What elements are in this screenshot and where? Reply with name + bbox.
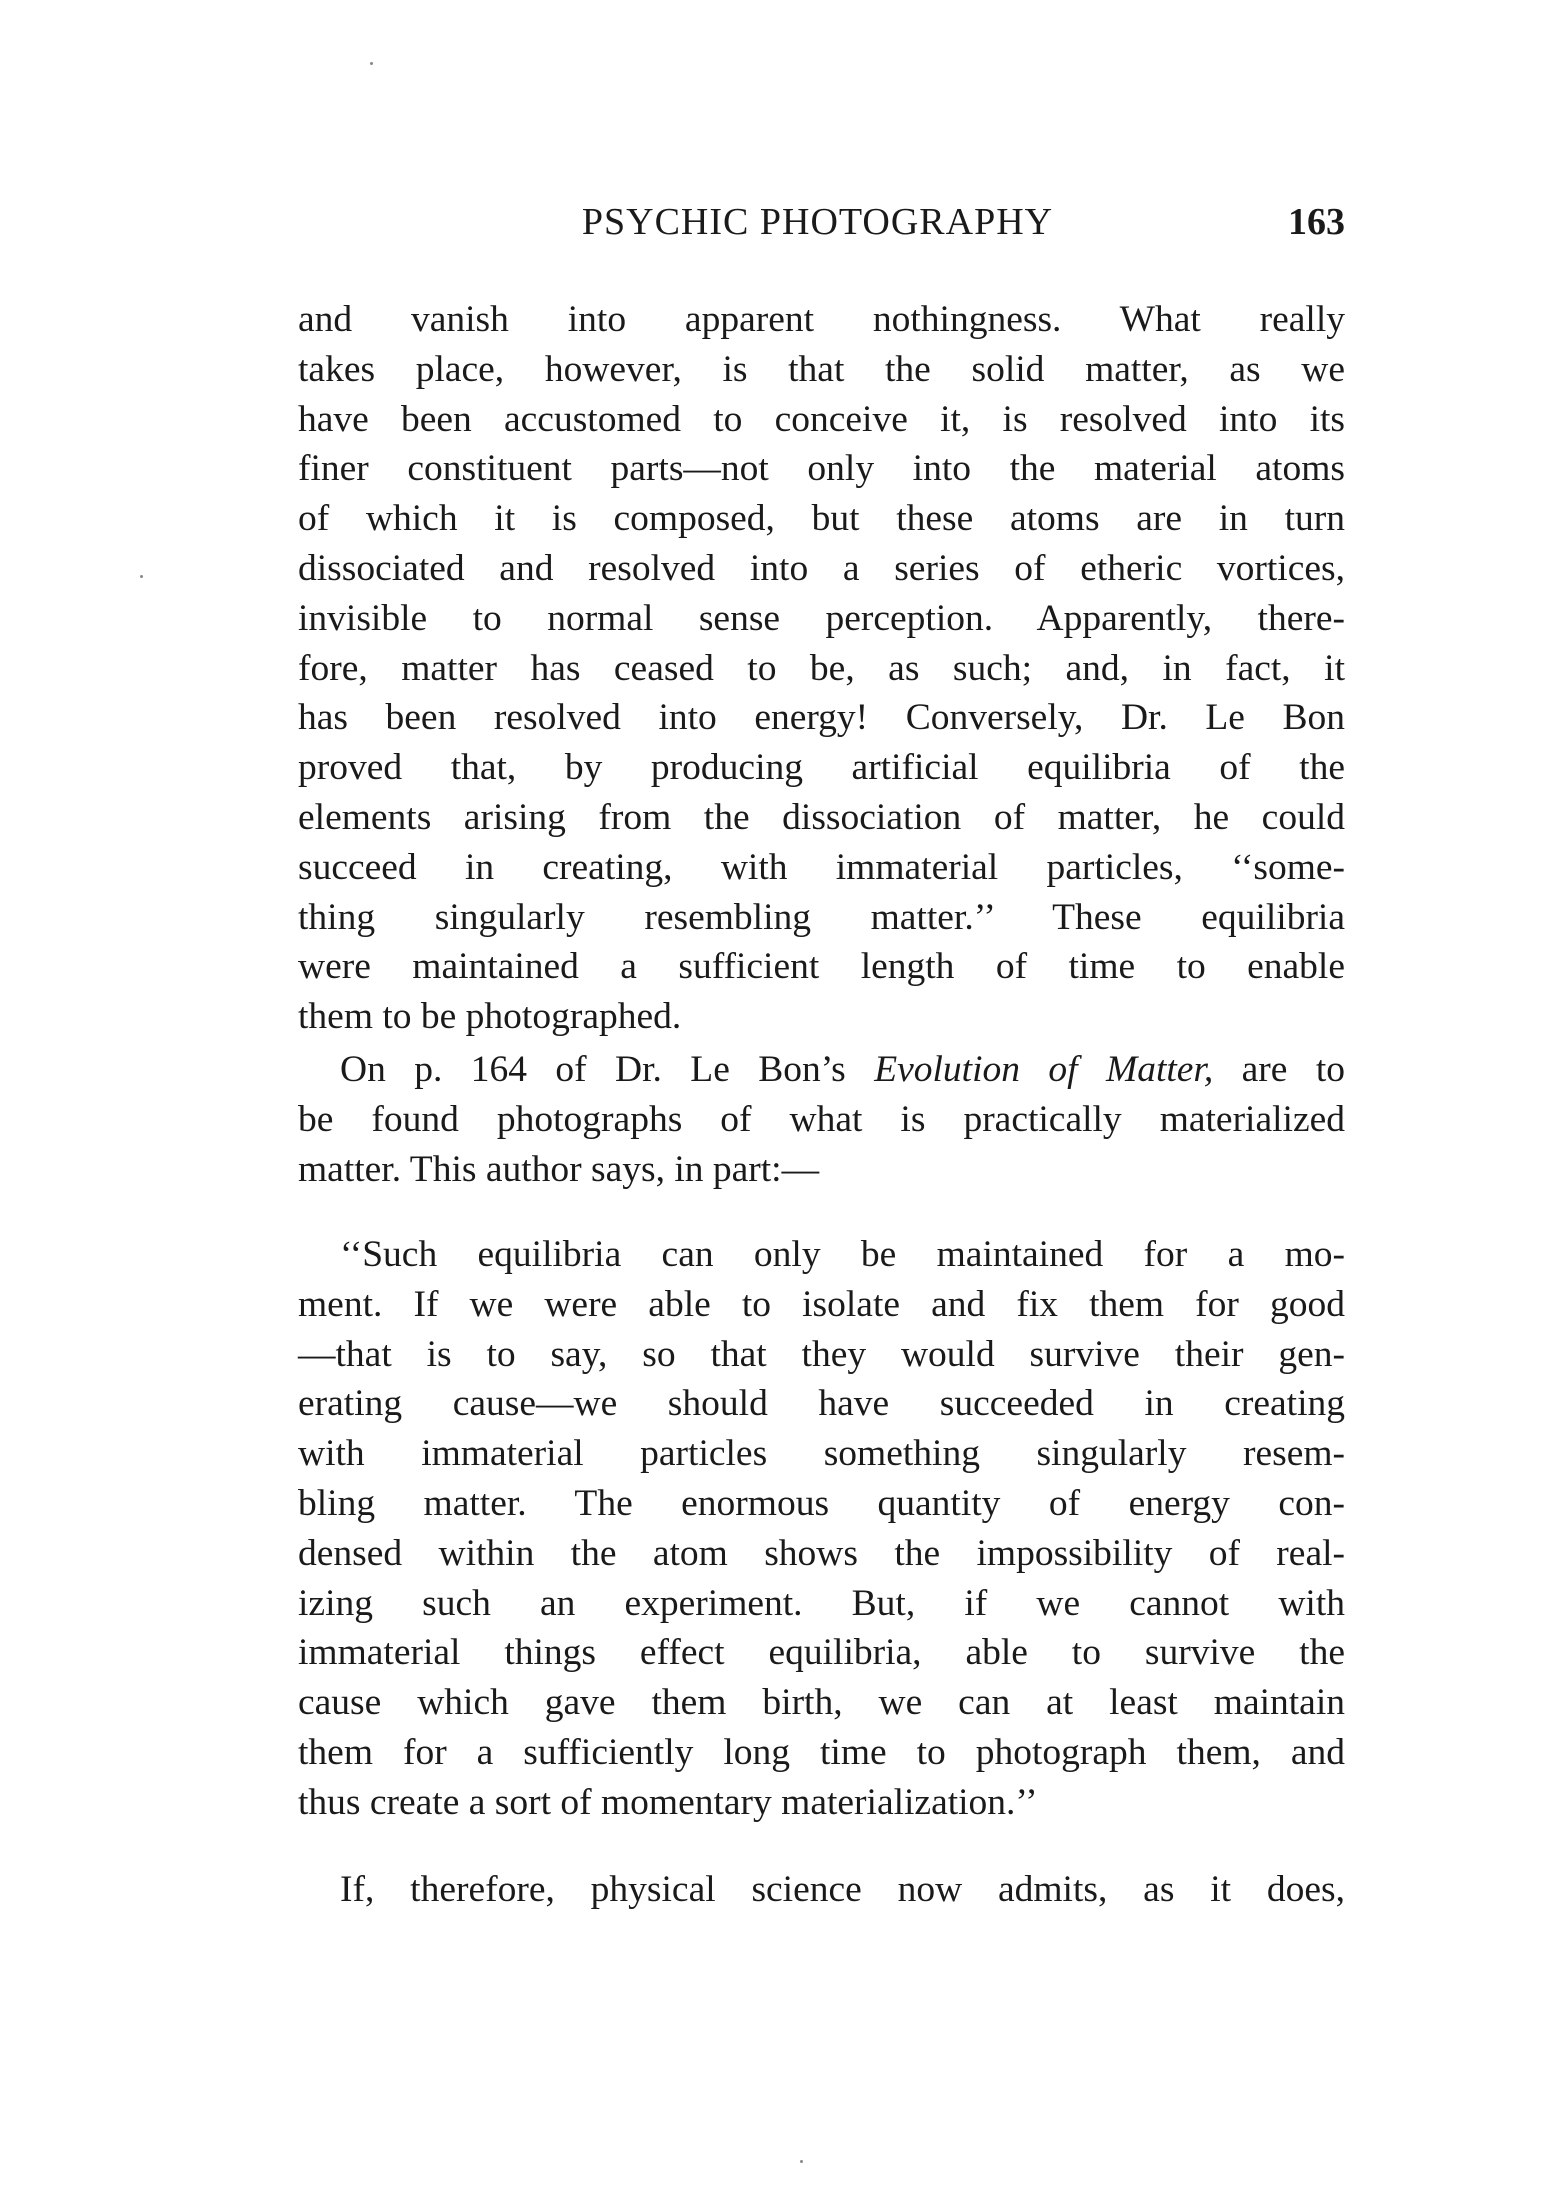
text-line: be found photographs of what is practically materialized [298,1098,1345,1140]
quote-line: izing such an experiment. But, if we cannot with [298,1582,1345,1624]
text-line: of which it is composed, but these atoms are in turn [298,498,1345,540]
text-line: have been accustomed to conceive it, is resolved into its [298,398,1345,440]
paragraph-1 [298,295,1345,1042]
quote-line: —that is to say, so that they would survive their gen- [298,1333,1345,1375]
page-number: 163 [1288,201,1345,243]
book-title: Evolution of Matter, [874,1049,1214,1090]
paragraph-3 [298,1865,1345,1915]
quote-line: cause which gave them birth, we can at least maintain [298,1682,1345,1724]
text-line: finer constituent parts—not only into the material atoms [298,448,1345,490]
text-line: takes place, however, is that the solid matter, as we [298,348,1345,390]
text-line: dissociated and resolved into a series of etheric vortices, [298,547,1345,589]
quote-line: immaterial things effect equilibria, able to survive the [298,1632,1345,1674]
running-head [290,200,1345,260]
text-line [298,1045,1345,1095]
block-quote [298,1230,1345,1828]
quote-line: erating cause—we should have succeeded in creating [298,1383,1345,1425]
text-line: fore, matter has ceased to be, as such; and, in fact, it [298,647,1345,689]
line-text: are to [1213,1049,1345,1090]
quote-line: thus create a sort of momentary materialization.’’ [298,1781,1038,1823]
quote-line: with immaterial particles something singularly resem- [298,1433,1345,1475]
text-line: matter. This author says, in part:— [298,1148,820,1190]
paper-speck [140,575,143,578]
text-line: them to be photographed. [298,996,682,1038]
text-line: If, therefore, physical science now admits, as it does, [340,1869,1345,1910]
text-line: invisible to normal sense perception. Apparently, there- [298,597,1345,639]
running-title: PSYCHIC PHOTOGRAPHY [581,201,1054,243]
text-line: succeed in creating, with immaterial particles, ‘‘some- [298,846,1345,888]
quote-line: densed within the atom shows the impossibility of real- [298,1532,1345,1574]
text-line: proved that, by producing artificial equilibria of the [298,747,1345,789]
quote-line: ‘‘Such equilibria can only be maintained for a mo- [340,1234,1345,1275]
line-text: On p. 164 of Dr. Le Bon’s [340,1049,875,1090]
paper-speck [800,2160,803,2163]
quote-line: bling matter. The enormous quantity of energy con- [298,1482,1345,1524]
paper-speck [370,62,373,65]
text-line: and vanish into apparent nothingness. What really [298,299,1345,340]
text-line: were maintained a sufficient length of time to enable [298,946,1345,988]
quote-line: them for a sufficiently long time to photograph them, and [298,1731,1345,1773]
text-line: thing singularly resembling matter.’’ These equilibria [298,896,1345,938]
text-line: has been resolved into energy! Conversely, Dr. Le Bon [298,697,1345,739]
paragraph-2 [298,1045,1345,1194]
text-line: elements arising from the dissociation of matter, he could [298,796,1345,838]
quote-line: ment. If we were able to isolate and fix them for good [298,1283,1345,1325]
